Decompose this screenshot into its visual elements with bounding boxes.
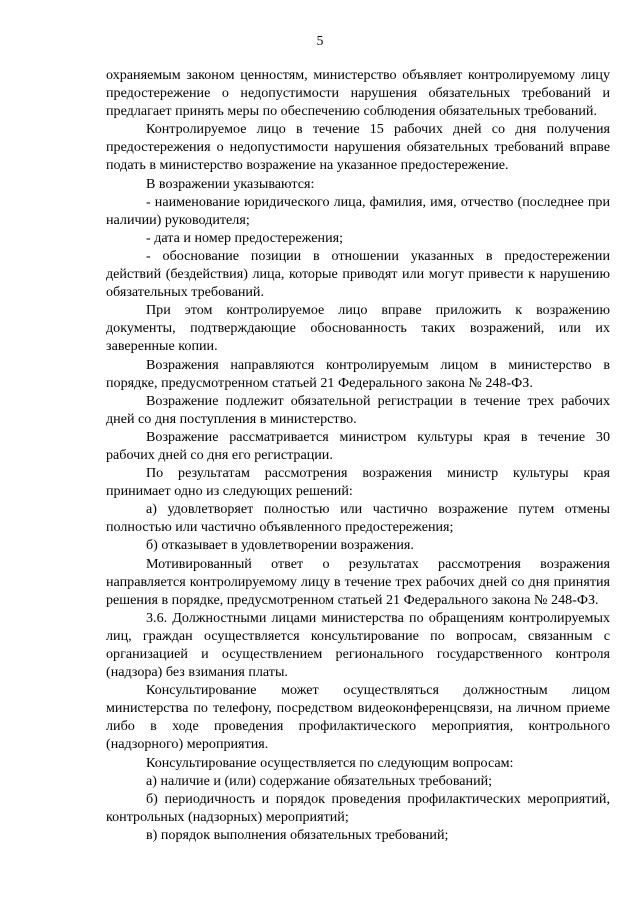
paragraph-section-3-6: 3.6. Должностными лицами министерства по обращениям контролируемых лиц, граждан осуществляется консультирование по вопросам, связанным с организацией и осуществлением регионального государственного контроля (надзора) без взимания платы. — [106, 609, 610, 681]
paragraph-consulting-topics-intro: Консультирование осуществляется по следующим вопросам: — [146, 754, 514, 771]
list-item-date-number: - дата и номер предостережения; — [146, 229, 344, 246]
list-item-decision-a: а) удовлетворяет полностью или частично возражение путем отмены полностью или частично объявленного предостережения; — [106, 501, 610, 536]
page-number: 5 — [316, 33, 324, 48]
paragraph-objection-sending: Возражения направляются контролируемым лицом в министерство в порядке, предусмотренном статьей 21 Федерального закона № 248-ФЗ. — [106, 356, 610, 391]
paragraph-objection-deadline: Контролируемое лицо в течение 15 рабочих дней со дня получения предостережения о недопустимости нарушения обязательных требований вправе подать в министерство возражение на указанное предостережение. — [106, 121, 610, 174]
list-item-justification: - обоснование позиции в отношении указанных в предостережении действий (бездействия) лица, которые приводят или могут привести к нарушению обязательных требований. — [106, 247, 610, 301]
list-item-topic-a: а) наличие и (или) содержание обязательных требований; — [146, 772, 493, 789]
list-item-entity-name: - наименование юридического лица, фамилия, имя, отчество (последнее при наличии) руководителя; — [106, 193, 610, 228]
paragraph-objection-registration: Возражение подлежит обязательной регистрации в течение трех рабочих дней со дня поступления в министерство. — [106, 392, 610, 427]
list-item-topic-b: б) периодичность и порядок проведения профилактических мероприятий, контрольных (надзорных) мероприятий; — [106, 790, 610, 825]
paragraph-continuation: охраняемым законом ценностям, министерство объявляет контролируемому лицу предостережение о недопустимости нарушения обязательных требований и предлагает принять меры по обеспечению соблюдения обязательных требований. — [106, 67, 610, 120]
paragraph-objection-review: Возражение рассматривается министром культуры края в течение 30 рабочих дней со дня его регистрации. — [106, 428, 610, 463]
paragraph-objection-contents-intro: В возражении указываются: — [146, 175, 315, 192]
paragraph-review-decisions-intro: По результатам рассмотрения возражения министр культуры края принимает одно из следующих решений: — [106, 465, 610, 500]
paragraph-consulting-channels: Консультирование может осуществляться должностным лицом министерства по телефону, посредством видеоконференцсвязи, на личном приеме либо в ходе проведения профилактического мероприятия, контрольного (надзорного) мероприятия. — [106, 682, 610, 753]
document-body — [106, 66, 610, 844]
paragraph-attach-documents: При этом контролируемое лицо вправе приложить к возражению документы, подтверждающие обоснованность таких возражений, или их заверенные копии. — [106, 302, 610, 355]
paragraph-reasoned-answer: Мотивированный ответ о результатах рассмотрения возражения направляется контролируемому лицу в течение трех рабочих дней со дня принятия решения в порядке, предусмотренном статьей 21 Федерального закона № 248-ФЗ. — [106, 555, 610, 608]
list-item-topic-c: в) порядок выполнения обязательных требований; — [146, 826, 449, 843]
list-item-decision-b: б) отказывает в удовлетворении возражения. — [146, 537, 414, 554]
